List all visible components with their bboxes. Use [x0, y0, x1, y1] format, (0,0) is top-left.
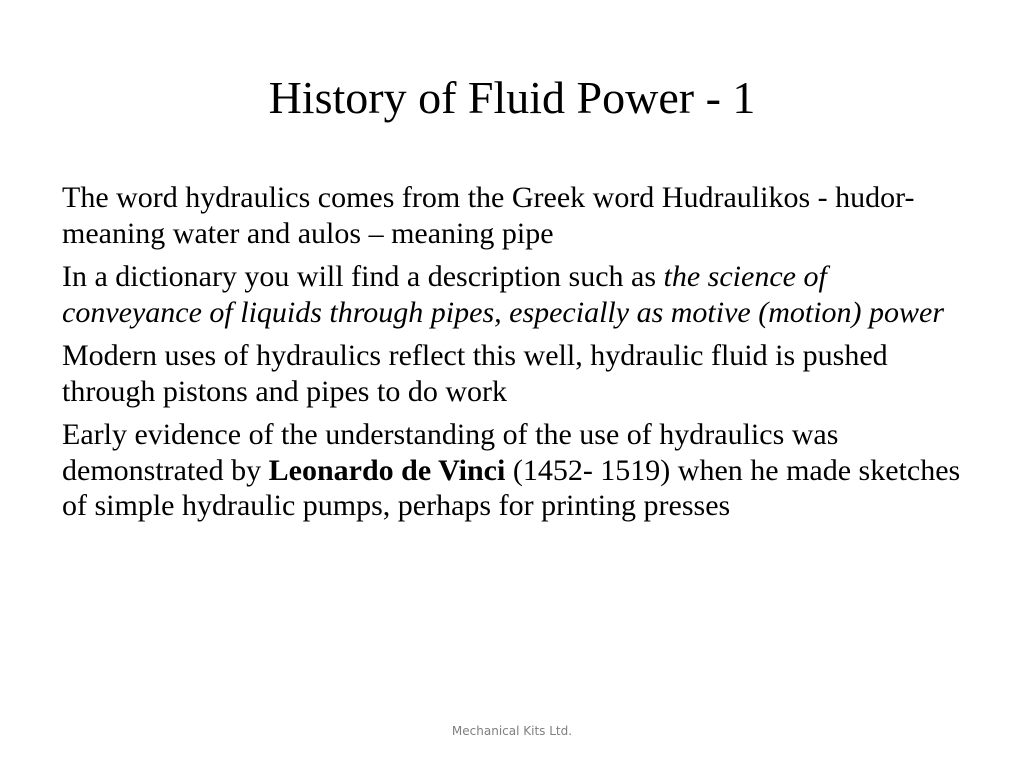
paragraph-etymology: The word hydraulics comes from the Greek word Hudraulikos - hudor- meaning water and aulos – meaning pipe — [62, 181, 915, 250]
slide-body — [62, 180, 972, 524]
dictionary-definition: the science of conveyance of liquids through pipes, especially as motive (motion) power — [62, 260, 945, 329]
paragraph-early-evidence-text: Early evidence of the understanding of the use of hydraulics was demonstrated by — [62, 418, 839, 487]
paragraph-early-evidence-rest: (1452- 1519) when he made sketches of simple hydraulic pumps, perhaps for printing presses — [62, 453, 961, 522]
slide-footer: Mechanical Kits Ltd. — [451, 724, 573, 738]
paragraph-early-evidence — [62, 417, 972, 524]
leonardo-name: Leonardo de Vinci — [268, 453, 506, 487]
paragraph-dictionary-text: In a dictionary you will find a description such as — [62, 260, 664, 293]
slide-title: History of Fluid Power - 1 — [268, 72, 756, 123]
paragraph-dictionary — [62, 259, 972, 330]
paragraph-modern-uses: Modern uses of hydraulics reflect this well, hydraulic fluid is pushed through pistons and pipes to do work — [62, 339, 888, 408]
